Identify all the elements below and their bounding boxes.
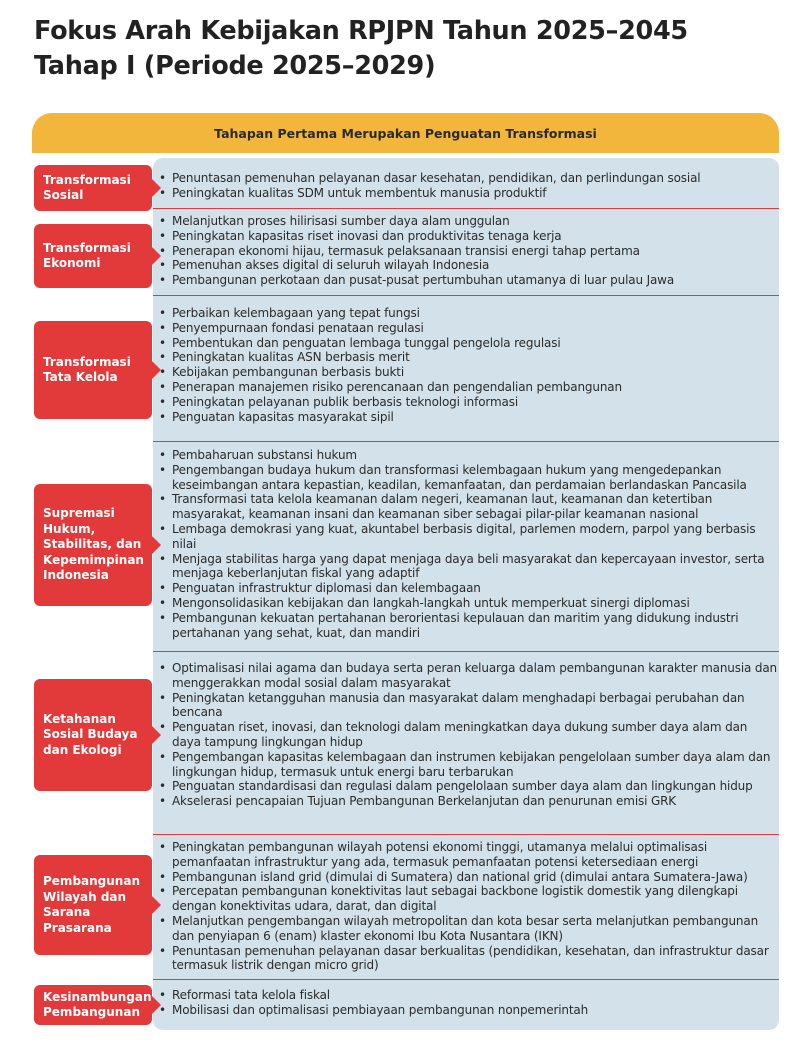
list-item: • Penguatan standardisasi dan regulasi dalam pengelolaan sumber daya alam dan lingkungan hidup [158, 779, 778, 794]
list-item: • Peningkatan kualitas ASN berbasis merit [158, 350, 778, 365]
list-item: • Transformasi tata kelola keamanan dalam negeri, keamanan laut, keamanan dan ketertiban masyarakat, keamanan insani dan keamanan siber sebagai pilar-pilar keamanan nasional [158, 492, 778, 522]
title-line-1: Fokus Arah Kebijakan RPJPN Tahun 2025–2045 [34, 16, 688, 46]
banner-text: Tahapan Pertama Merupakan Penguatan Transformasi [214, 125, 597, 141]
list-transformasi-ekonomi [158, 214, 778, 288]
list-item: • Peningkatan pembangunan wilayah potensi ekonomi tinggi, utamanya melalui optimalisasi pemanfaatan infrastruktur yang ada, termasuk pemanfaatan potensi ketersediaan energi [158, 840, 778, 870]
list-ketahanan-sosial [158, 661, 778, 809]
section-divider [153, 651, 779, 652]
list-item: • Melanjutkan proses hilirisasi sumber daya alam unggulan [158, 214, 778, 229]
list-item: • Optimalisasi nilai agama dan budaya serta peran keluarga dalam pembangunan karakter manusia dan menggerakkan modal sosial dalam masyarakat [158, 661, 778, 691]
list-transformasi-tata-kelola [158, 306, 778, 424]
list-item: • Penuntasan pemenuhan pelayanan dasar kesehatan, pendidikan, dan perlindungan sosial [158, 171, 778, 186]
list-supremasi-hukum [158, 448, 778, 640]
list-item: • Pembentukan dan penguatan lembaga tunggal pengelola regulasi [158, 336, 778, 351]
section-divider [153, 208, 779, 209]
list-item: • Penerapan ekonomi hijau, termasuk pelaksanaan transisi energi tahap pertama [158, 244, 778, 259]
section-divider [153, 834, 779, 835]
list-transformasi-sosial [158, 171, 778, 201]
list-item: • Akselerasi pencapaian Tujuan Pembangunan Berkelanjutan dan penurunan emisi GRK [158, 794, 778, 809]
page-title [34, 14, 774, 84]
list-item: • Penguatan riset, inovasi, dan teknologi dalam meningkatkan daya dukung sumber daya alam dan daya tampung lingkungan hidup [158, 720, 778, 750]
list-item: • Peningkatan kualitas SDM untuk membentuk manusia produktif [158, 186, 778, 201]
list-item: • Lembaga demokrasi yang kuat, akuntabel berbasis digital, parlemen modern, parpol yang berbasis nilai [158, 522, 778, 552]
list-item: • Pembaharuan substansi hukum [158, 448, 778, 463]
list-kesinambungan [158, 988, 778, 1018]
list-item: • Penerapan manajemen risiko perencanaan dan pengendalian pembangunan [158, 380, 778, 395]
list-item: • Mengonsolidasikan kebijakan dan langkah-langkah untuk memperkuat sinergi diplomasi [158, 596, 778, 611]
list-item: • Peningkatan ketangguhan manusia dan masyarakat dalam menghadapi berbagai perubahan dan bencana [158, 691, 778, 721]
section-divider [153, 441, 779, 442]
list-item: • Reformasi tata kelola fiskal [158, 988, 778, 1003]
list-item: • Pembangunan perkotaan dan pusat-pusat pertumbuhan utamanya di luar pulau Jawa [158, 273, 778, 288]
list-item: • Penguatan infrastruktur diplomasi dan kelembagaan [158, 581, 778, 596]
list-item: • Peningkatan pelayanan publik berbasis teknologi informasi [158, 395, 778, 410]
list-pembangunan-wilayah [158, 840, 778, 973]
label-supremasi-hukum: Supremasi Hukum, Stabilitas, dan Kepemimpinan Indonesia [34, 484, 152, 606]
section-divider [153, 295, 779, 296]
list-item: • Penuntasan pemenuhan pelayanan dasar berkualitas (pendidikan, kesehatan, dan infrastruktur dasar termasuk listrik dengan micro grid) [158, 944, 778, 974]
list-item: • Pembangunan island grid (dimulai di Sumatera) dan national grid (dimulai antara Sumatera-Jawa) [158, 870, 778, 885]
list-item: • Menjaga stabilitas harga yang dapat menjaga daya beli masyarakat dan kepercayaan investor, serta menjaga keberlanjutan fiskal yang adaptif [158, 552, 778, 582]
list-item: • Pembangunan kekuatan pertahanan berorientasi kepulauan dan maritim yang didukung industri pertahanan yang sehat, kuat, dan mandiri [158, 611, 778, 641]
list-item: • Perbaikan kelembagaan yang tepat fungsi [158, 306, 778, 321]
list-item: • Penguatan kapasitas masyarakat sipil [158, 410, 778, 425]
section-divider [153, 979, 779, 980]
label-pembangunan-wilayah: Pembangunan Wilayah dan Sarana Prasarana [34, 855, 152, 955]
label-transformasi-sosial: Transformasi Sosial [34, 165, 152, 211]
list-item: • Kebijakan pembangunan berbasis bukti [158, 365, 778, 380]
list-item: • Mobilisasi dan optimalisasi pembiayaan pembangunan nonpemerintah [158, 1003, 778, 1018]
list-item: • Melanjutkan pengembangan wilayah metropolitan dan kota besar serta melanjutkan pembangunan dan penyiapan 6 (enam) klaster ekonomi Ibu Kota Nusantara (IKN) [158, 914, 778, 944]
label-transformasi-ekonomi: Transformasi Ekonomi [34, 224, 152, 288]
list-item: • Pengembangan kapasitas kelembagaan dan instrumen kebijakan pengelolaan sumber daya alam dan lingkungan hidup, termasuk untuk energi baru terbarukan [158, 750, 778, 780]
title-line-2: Tahap I (Periode 2025–2029) [34, 51, 436, 81]
label-kesinambungan: Kesinambungan Pembangunan [34, 985, 152, 1025]
list-item: • Percepatan pembangunan konektivitas laut sebagai backbone logistik domestik yang dilengkapi dengan konektivitas udara, darat, dan digital [158, 884, 778, 914]
list-item: • Pemenuhan akses digital di seluruh wilayah Indonesia [158, 258, 778, 273]
list-item: • Peningkatan kapasitas riset inovasi dan produktivitas tenaga kerja [158, 229, 778, 244]
list-item: • Pengembangan budaya hukum dan transformasi kelembagaan hukum yang mengedepankan keseimbangan antara kepastian, keadilan, kemanfaatan, dan perdamaian berlandaskan Pancasila [158, 463, 778, 493]
label-transformasi-tata-kelola: Transformasi Tata Kelola [34, 321, 152, 419]
label-ketahanan-sosial: Ketahanan Sosial Budaya dan Ekologi [34, 679, 152, 791]
list-item: • Penyempurnaan fondasi penataan regulasi [158, 321, 778, 336]
stage-banner [32, 113, 779, 153]
